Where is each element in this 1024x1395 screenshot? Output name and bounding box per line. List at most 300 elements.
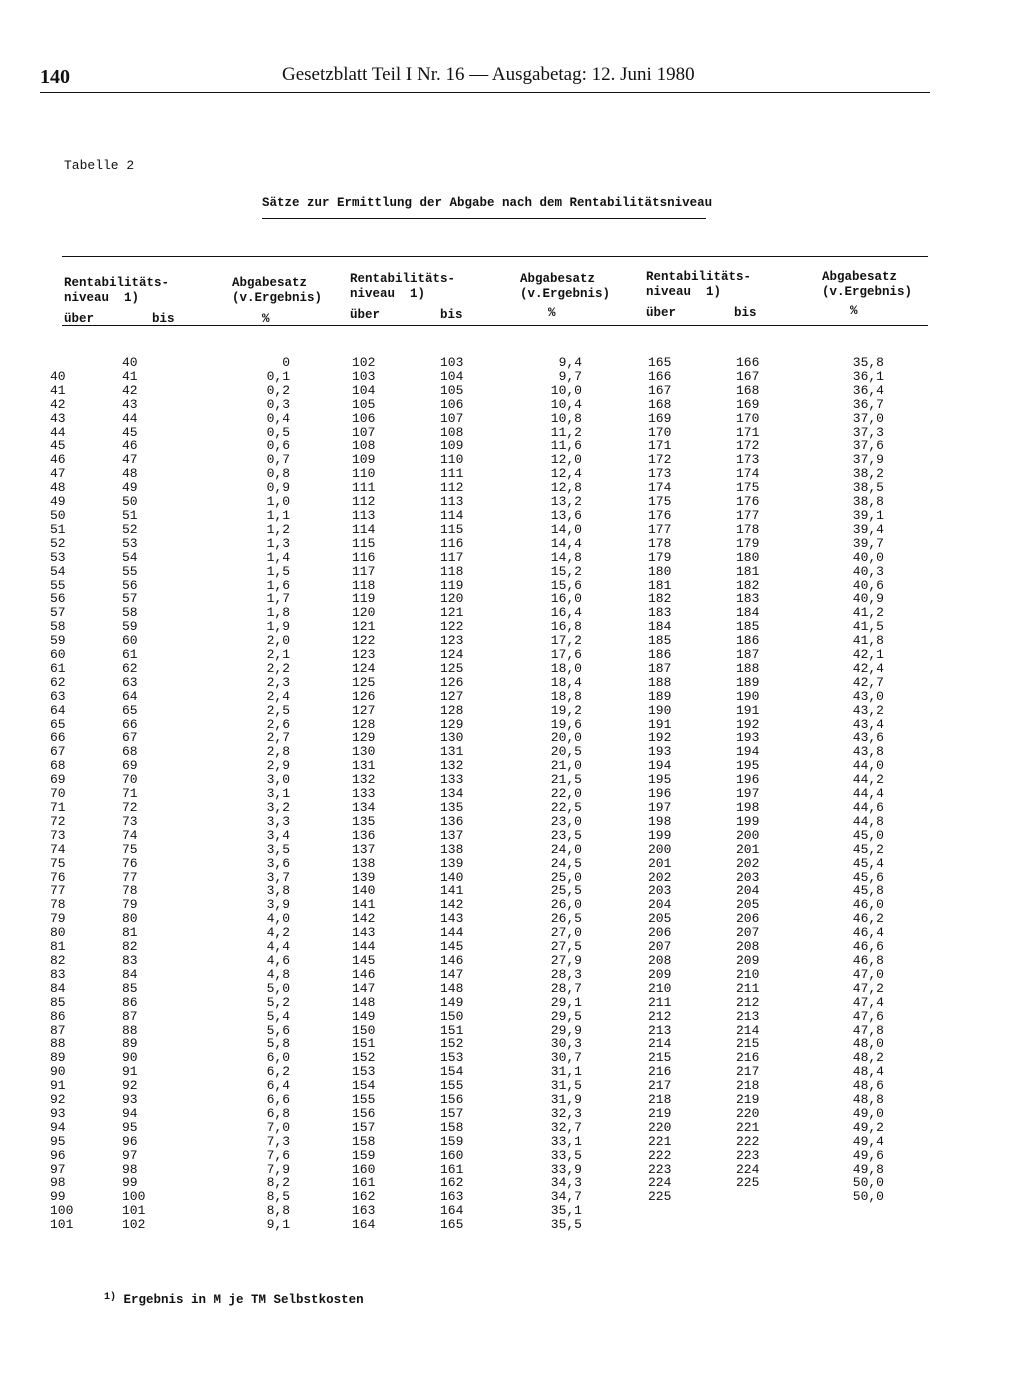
table-cell: 43,6 [852, 730, 884, 746]
table-cell: 43 [122, 396, 138, 412]
table-cell: 155 [352, 1092, 376, 1108]
table-cell: 169 [648, 410, 672, 426]
table-cell: 46,8 [852, 952, 884, 968]
table-cell: 130 [352, 744, 376, 760]
table-cell: 170 [736, 410, 760, 426]
satz-column-3 [834, 356, 884, 1204]
table-cell: 41,8 [852, 633, 884, 649]
table-cell: 14,8 [550, 549, 582, 565]
table-cell: 199 [648, 827, 672, 843]
table-cell: 150 [440, 1008, 464, 1024]
table-cell: 18,8 [550, 688, 582, 704]
table-cell: 39,1 [852, 507, 884, 523]
table-cell: 215 [736, 1036, 760, 1052]
table-cell: 22,0 [550, 786, 582, 802]
table-cell: 109 [440, 438, 464, 454]
table-cell: 44,6 [852, 800, 884, 815]
table-cell: 43,0 [852, 688, 884, 704]
table-cell: 119 [352, 591, 376, 607]
table-cell: 120 [352, 605, 376, 621]
table-cell: 134 [440, 786, 464, 802]
table-cell: 47,4 [852, 994, 884, 1010]
table-cell: 21,5 [550, 772, 582, 788]
table-cell: 180 [648, 563, 672, 579]
table-cell: 225 [648, 1189, 672, 1205]
table-cell: 153 [352, 1064, 376, 1080]
satz-header-2 [520, 272, 610, 302]
running-head: Gesetzblatt Teil I Nr. 16 — Ausgabetag: 12. Juni 1980 [282, 64, 695, 85]
table-cell: 123 [440, 633, 464, 649]
table-cell: 180 [736, 549, 760, 565]
table-cell: 93 [50, 1105, 66, 1121]
table-cell: 41 [122, 368, 138, 384]
table-cell: 102 [122, 1217, 146, 1233]
table-cell: 45,6 [852, 869, 884, 885]
table-cell: 116 [352, 549, 376, 565]
table-cell: 75 [50, 855, 66, 871]
satz-header-3 [822, 270, 912, 300]
table-cell: 1,3 [266, 535, 290, 551]
table-cell: 191 [736, 702, 760, 718]
table-cell: 45,8 [852, 883, 884, 899]
table-cell: 185 [648, 633, 672, 649]
table-cell: 18,4 [550, 674, 582, 690]
table-cell: 202 [736, 855, 760, 871]
table-cell: 81 [122, 925, 138, 941]
table-cell: 190 [736, 688, 760, 704]
table-cell: 0,7 [266, 452, 290, 468]
table-cell: 57 [50, 605, 66, 621]
ueber-column-3 [648, 356, 698, 1204]
table-cell: 203 [736, 869, 760, 885]
table-cell: 30,3 [550, 1036, 582, 1052]
table-cell: 52 [122, 521, 138, 537]
table-cell: 120 [440, 591, 464, 607]
table-cell: 44,8 [852, 813, 884, 829]
table-cell: 47,8 [852, 1022, 884, 1038]
table-cell: 50 [50, 507, 66, 523]
table-cell: 70 [50, 786, 66, 802]
table-cell: 214 [736, 1022, 760, 1038]
table-cell: 3,6 [266, 855, 290, 871]
table-cell: 44 [50, 424, 66, 440]
table-cell: 49,6 [852, 1147, 884, 1163]
table-cell: 141 [440, 883, 464, 899]
table-cell: 50,0 [852, 1175, 884, 1191]
table-cell: 38,8 [852, 494, 884, 510]
table-cell: 218 [736, 1078, 760, 1094]
table-cell: 218 [648, 1092, 672, 1108]
table-cell: 122 [440, 619, 464, 635]
niveau-header-line2: niveau 1) [646, 285, 722, 299]
table-cell: 48,6 [852, 1078, 884, 1094]
table-cell: 3,2 [266, 800, 290, 815]
table-cell: 144 [352, 939, 376, 955]
table-cell: 174 [736, 466, 760, 482]
table-cell: 10,4 [550, 396, 582, 412]
table-cell: 101 [122, 1203, 146, 1219]
table-cell: 48,4 [852, 1064, 884, 1080]
ueber-column-2 [352, 356, 402, 1232]
table-cell: 165 [440, 1217, 464, 1233]
table-cell: 113 [440, 494, 464, 510]
table-cell: 0,2 [266, 382, 290, 398]
table-cell: 91 [122, 1064, 138, 1080]
table-cell: 19,6 [550, 716, 582, 732]
table-cell: 128 [440, 702, 464, 718]
table-cell: 10,0 [550, 382, 582, 398]
table-cell: 107 [352, 424, 376, 440]
table-cell: 212 [736, 994, 760, 1010]
table-cell: 77 [122, 869, 138, 885]
table-cell: 35,8 [852, 355, 884, 370]
table-cell: 100 [122, 1189, 146, 1205]
table-cell: 39,4 [852, 521, 884, 537]
table-cell: 40,6 [852, 577, 884, 593]
table-cell: 40 [122, 355, 138, 370]
table-cell: 92 [50, 1092, 66, 1108]
table-cell: 5,2 [266, 994, 290, 1010]
table-cell: 40,0 [852, 549, 884, 565]
table-cell: 153 [440, 1050, 464, 1066]
table-cell: 207 [648, 939, 672, 955]
table-cell: 54 [50, 563, 66, 579]
table-cell: 39,7 [852, 535, 884, 551]
table-cell: 33,5 [550, 1147, 582, 1163]
table-cell: 71 [50, 800, 66, 815]
table-cell: 157 [352, 1119, 376, 1135]
table-cell: 31,9 [550, 1092, 582, 1108]
table-cell: 204 [736, 883, 760, 899]
table-cell: 154 [352, 1078, 376, 1094]
table-cell: 118 [352, 577, 376, 593]
table-cell: 60 [50, 647, 66, 663]
table-cell: 37,6 [852, 438, 884, 454]
percent-header-3: % [850, 304, 858, 318]
table-cell: 219 [736, 1092, 760, 1108]
satz-header-line1: Abgabesatz [822, 270, 898, 284]
table-cell: 71 [122, 786, 138, 802]
table-cell: 175 [736, 480, 760, 496]
table-cell: 202 [648, 869, 672, 885]
table-cell: 187 [736, 647, 760, 663]
table-cell: 17,6 [550, 647, 582, 663]
table-cell: 143 [352, 925, 376, 941]
table-cell: 0,1 [266, 368, 290, 384]
table-cell: 213 [648, 1022, 672, 1038]
table-cell: 116 [440, 535, 464, 551]
table-cell: 211 [736, 980, 760, 996]
table-cell: 47,2 [852, 980, 884, 996]
table-cell: 110 [352, 466, 376, 482]
table-cell: 103 [440, 355, 464, 370]
table-cell: 35,5 [550, 1217, 582, 1233]
table-cell: 15,2 [550, 563, 582, 579]
table-cell: 56 [50, 591, 66, 607]
table-cell: 29,1 [550, 994, 582, 1010]
table-cell: 74 [50, 841, 66, 857]
table-cell: 79 [50, 911, 66, 927]
table-cell: 167 [648, 382, 672, 398]
table-cell: 33,1 [550, 1133, 582, 1149]
niveau-header-1 [64, 276, 169, 306]
table-cell: 135 [352, 813, 376, 829]
table-cell: 155 [440, 1078, 464, 1094]
table-cell: 186 [736, 633, 760, 649]
table-cell: 76 [122, 855, 138, 871]
table-cell: 177 [648, 521, 672, 537]
table-cell: 2,9 [266, 758, 290, 774]
table-cell: 74 [122, 827, 138, 843]
table-cell: 85 [50, 994, 66, 1010]
table-cell: 54 [122, 549, 138, 565]
table-cell: 7,3 [266, 1133, 290, 1149]
table-cell: 161 [352, 1175, 376, 1191]
table-cell: 139 [440, 855, 464, 871]
table-cell: 1,0 [266, 494, 290, 510]
table-cell: 47,6 [852, 1008, 884, 1024]
table-cell: 1,7 [266, 591, 290, 607]
footnote-text: Ergebnis in M je TM Selbstkosten [123, 1293, 364, 1307]
table-cell: 31,1 [550, 1064, 582, 1080]
table-cell: 68 [50, 758, 66, 774]
table-cell: 86 [50, 1008, 66, 1024]
table-cell: 108 [352, 438, 376, 454]
table-cell: 72 [50, 813, 66, 829]
table-cell: 88 [50, 1036, 66, 1052]
table-cell: 58 [50, 619, 66, 635]
table-cell: 98 [122, 1161, 138, 1177]
table-cell: 152 [440, 1036, 464, 1052]
table-cell: 35,1 [550, 1203, 582, 1219]
table-cell: 225 [736, 1175, 760, 1191]
table-cell: 89 [122, 1036, 138, 1052]
table-cell: 62 [122, 660, 138, 676]
table-cell: 209 [648, 966, 672, 982]
table-cell: 156 [352, 1105, 376, 1121]
table-cell: 13,6 [550, 507, 582, 523]
table-cell: 76 [50, 869, 66, 885]
table-cell: 26,5 [550, 911, 582, 927]
table-cell: 77 [50, 883, 66, 899]
table-cell: 2,4 [266, 688, 290, 704]
table-cell: 19,2 [550, 702, 582, 718]
bis-column-1 [122, 356, 172, 1232]
table-cell: 3,8 [266, 883, 290, 899]
bis-header-3: bis [734, 306, 757, 320]
table-cell: 7,6 [266, 1147, 290, 1163]
table-cell: 59 [122, 619, 138, 635]
table-cell: 169 [736, 396, 760, 412]
table-cell: 31,5 [550, 1078, 582, 1094]
table-cell: 194 [736, 744, 760, 760]
table-cell: 2,0 [266, 633, 290, 649]
bis-header-2: bis [440, 308, 463, 322]
table-cell: 179 [648, 549, 672, 565]
table-cell: 25,0 [550, 869, 582, 885]
table-cell: 36,4 [852, 382, 884, 398]
table-cell: 50 [122, 494, 138, 510]
table-cell: 18,0 [550, 660, 582, 676]
table-cell: 129 [440, 716, 464, 732]
table-cell: 46,6 [852, 939, 884, 955]
table-cell: 210 [736, 966, 760, 982]
table-cell: 165 [648, 355, 672, 370]
table-cell: 49 [122, 480, 138, 496]
table-cell: 121 [352, 619, 376, 635]
table-cell: 125 [352, 674, 376, 690]
table-cell: 166 [736, 355, 760, 370]
table-cell: 7,9 [266, 1161, 290, 1177]
table-cell: 151 [440, 1022, 464, 1038]
table-cell: 208 [648, 952, 672, 968]
niveau-header-2 [350, 272, 455, 302]
table-cell: 109 [352, 452, 376, 468]
table-cell: 115 [440, 521, 464, 537]
table-cell: 27,0 [550, 925, 582, 941]
table-cell: 189 [736, 674, 760, 690]
table-cell: 170 [648, 424, 672, 440]
table-cell: 160 [352, 1161, 376, 1177]
table-cell: 115 [352, 535, 376, 551]
table-cell: 9,4 [558, 355, 582, 370]
table-cell: 0,3 [266, 396, 290, 412]
table-cell: 191 [648, 716, 672, 732]
table-cell: 4,0 [266, 911, 290, 927]
table-cell: 5,8 [266, 1036, 290, 1052]
table-cell: 4,2 [266, 925, 290, 941]
table-cell: 48 [122, 466, 138, 482]
table-cell: 73 [122, 813, 138, 829]
table-cell: 220 [736, 1105, 760, 1121]
table-cell: 4,8 [266, 966, 290, 982]
table-cell: 13,2 [550, 494, 582, 510]
table-cell: 34,3 [550, 1175, 582, 1191]
table-cell: 30,7 [550, 1050, 582, 1066]
table-cell: 50,0 [852, 1189, 884, 1205]
table-cell: 111 [352, 480, 376, 496]
table-cell: 193 [736, 730, 760, 746]
table-cell: 65 [122, 702, 138, 718]
table-cell: 45 [122, 424, 138, 440]
table-top-rule [62, 256, 928, 257]
table-cell: 12,8 [550, 480, 582, 496]
table-cell: 174 [648, 480, 672, 496]
table-cell: 15,6 [550, 577, 582, 593]
table-cell: 24,5 [550, 855, 582, 871]
table-cell: 200 [648, 841, 672, 857]
table-cell: 141 [352, 897, 376, 913]
percent-header-2: % [548, 306, 556, 320]
table-cell: 224 [736, 1161, 760, 1177]
table-cell: 196 [648, 786, 672, 802]
table-cell: 43,8 [852, 744, 884, 760]
table-cell: 5,6 [266, 1022, 290, 1038]
table-cell: 122 [352, 633, 376, 649]
table-cell: 193 [648, 744, 672, 760]
table-cell: 45,4 [852, 855, 884, 871]
table-cell: 69 [50, 772, 66, 788]
table-cell: 10,8 [550, 410, 582, 426]
table-cell: 197 [648, 800, 672, 815]
table-cell: 2,2 [266, 660, 290, 676]
table-cell: 79 [122, 897, 138, 913]
table-cell: 12,0 [550, 452, 582, 468]
table-cell: 176 [648, 507, 672, 523]
table-cell: 85 [122, 980, 138, 996]
table-cell: 41 [50, 382, 66, 398]
table-cell: 209 [736, 952, 760, 968]
table-cell: 163 [440, 1189, 464, 1205]
percent-header-1: % [262, 312, 270, 326]
table-cell: 61 [122, 647, 138, 663]
table-cell: 0,8 [266, 466, 290, 482]
table-cell: 118 [440, 563, 464, 579]
table-cell: 11,2 [550, 424, 582, 440]
table-cell: 201 [648, 855, 672, 871]
table-cell: 38,2 [852, 466, 884, 482]
table-cell: 46 [122, 438, 138, 454]
table-cell: 184 [648, 619, 672, 635]
table-cell: 87 [50, 1022, 66, 1038]
table-cell: 151 [352, 1036, 376, 1052]
table-cell: 147 [352, 980, 376, 996]
table-cell: 126 [440, 674, 464, 690]
table-cell: 32,7 [550, 1119, 582, 1135]
table-cell: 201 [736, 841, 760, 857]
table-cell: 9,7 [558, 368, 582, 384]
table-cell: 181 [648, 577, 672, 593]
table-cell: 94 [122, 1105, 138, 1121]
table-cell: 42 [50, 396, 66, 412]
table-cell: 46,2 [852, 911, 884, 927]
table-cell: 8,2 [266, 1175, 290, 1191]
table-cell: 135 [440, 800, 464, 815]
table-cell: 164 [352, 1217, 376, 1233]
footnote [104, 1292, 364, 1307]
table-cell: 106 [352, 410, 376, 426]
table-cell: 132 [440, 758, 464, 774]
table-cell: 6,6 [266, 1092, 290, 1108]
table-cell: 93 [122, 1092, 138, 1108]
table-cell: 142 [352, 911, 376, 927]
table-cell: 110 [440, 452, 464, 468]
table-cell: 45,2 [852, 841, 884, 857]
table-cell: 26,0 [550, 897, 582, 913]
table-cell: 199 [736, 813, 760, 829]
bis-header-1: bis [152, 312, 175, 326]
table-cell: 25,5 [550, 883, 582, 899]
table-cell: 124 [352, 660, 376, 676]
table-cell: 0,9 [266, 480, 290, 496]
table-cell: 139 [352, 869, 376, 885]
table-cell: 95 [122, 1119, 138, 1135]
table-cell: 49,0 [852, 1105, 884, 1121]
table-cell: 20,0 [550, 730, 582, 746]
table-cell: 67 [50, 744, 66, 760]
table-cell: 32,3 [550, 1105, 582, 1121]
table-cell: 86 [122, 994, 138, 1010]
table-cell: 16,4 [550, 605, 582, 621]
table-cell: 200 [736, 827, 760, 843]
table-cell: 40,9 [852, 591, 884, 607]
header-rule [40, 92, 930, 93]
satz-header-line2: (v.Ergebnis) [232, 291, 323, 305]
table-cell: 217 [736, 1064, 760, 1080]
table-cell: 107 [440, 410, 464, 426]
table-cell: 158 [440, 1119, 464, 1135]
table-cell: 132 [352, 772, 376, 788]
